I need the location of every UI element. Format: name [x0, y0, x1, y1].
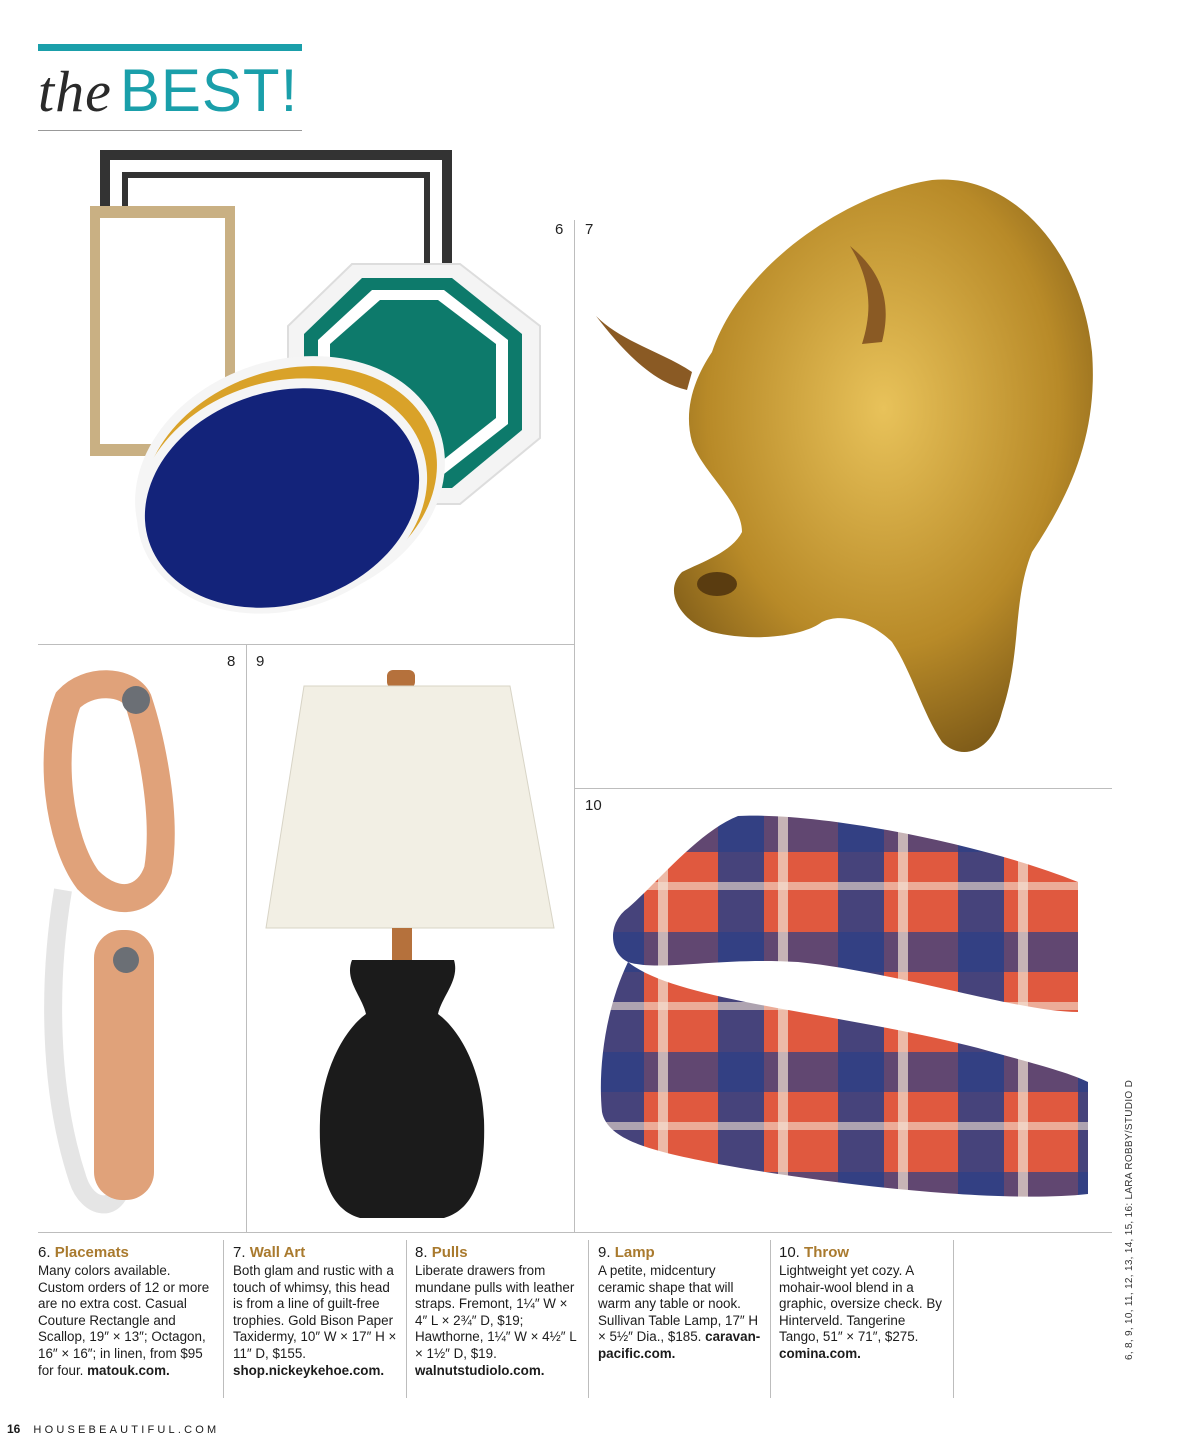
caption-divider — [223, 1240, 224, 1398]
caption-title: Lamp — [614, 1244, 655, 1261]
divider-horizontal-right — [575, 788, 1112, 789]
pull-screw-top — [122, 686, 150, 714]
photo-credit — [1124, 1079, 1138, 1360]
caption-number: 6. — [38, 1244, 51, 1261]
caption-divider — [953, 1240, 954, 1398]
caption-body: Many colors available. Custom orders of 12 or more are no extra cost. Casual Couture Rectangle and Scallop, 19″ × 13″; Octagon, 16″ × 16″; in linen, from $95 for four. — [38, 1263, 210, 1378]
item-number-10: 10 — [585, 797, 602, 814]
caption-url: walnutstudiolo.com. — [415, 1362, 545, 1378]
divider-vertical-main — [574, 220, 575, 1232]
lamp-base — [320, 960, 484, 1218]
page-number: 16 — [7, 1422, 21, 1436]
caption-number: 9. — [598, 1244, 611, 1261]
page-title — [38, 56, 298, 126]
caption-url: caravan-pacific.com. — [598, 1329, 761, 1361]
divider-vertical-lower-left — [246, 644, 247, 1232]
header-rule — [38, 130, 302, 131]
placemats-image — [90, 148, 560, 638]
divider-captions-top — [38, 1232, 1112, 1233]
caption-title: Wall Art — [249, 1244, 306, 1261]
item-number-7: 7 — [585, 221, 594, 238]
lamp-finial — [387, 670, 415, 688]
caption-url: shop.nickeykehoe.com. — [233, 1362, 385, 1378]
bison-body — [674, 179, 1093, 752]
caption-throw — [779, 1244, 947, 1363]
caption-body: Lightweight yet cozy. A mohair-wool blend in a graphic, oversize check. By Hinterveld. Tangerine Tango, 51″ × 71″, $275. — [779, 1263, 942, 1345]
header-accent-bar — [38, 44, 302, 51]
caption-body: Liberate drawers from mundane pulls with leather straps. Fremont, 1¼″ W × 4″ L × 2¾″ D, $19; Hawthorne, 1¼″ W × 4½″ L × 1½″ D, $19. — [415, 1263, 577, 1361]
caption-heading — [598, 1244, 766, 1262]
bison-horn-left — [596, 316, 692, 390]
caption-title: Placemats — [54, 1244, 129, 1261]
caption-heading — [415, 1244, 583, 1262]
caption-title: Throw — [804, 1244, 850, 1261]
caption-number: 10. — [779, 1244, 800, 1261]
lamp-image — [264, 670, 564, 1226]
caption-wall-art — [233, 1244, 399, 1379]
site-url: HOUSEBEAUTIFUL.COM — [33, 1424, 220, 1436]
caption-title: Pulls — [431, 1244, 468, 1261]
caption-url: matouk.com. — [87, 1362, 170, 1378]
caption-heading — [233, 1244, 399, 1262]
caption-heading — [779, 1244, 947, 1262]
leather-pulls-image — [28, 660, 244, 1230]
caption-divider — [588, 1240, 589, 1398]
caption-divider — [770, 1240, 771, 1398]
item-number-9: 9 — [256, 653, 265, 670]
title-the: the — [38, 59, 112, 124]
caption-number: 8. — [415, 1244, 428, 1261]
title-best: BEST! — [119, 57, 299, 124]
divider-horizontal-left — [38, 644, 574, 645]
pull-screw-bottom — [113, 947, 139, 973]
caption-placemats — [38, 1244, 214, 1379]
plaid-throw-image — [598, 812, 1096, 1210]
caption-lamp — [598, 1244, 766, 1363]
caption-divider — [406, 1240, 407, 1398]
lamp-shade — [266, 686, 554, 928]
item-number-8: 8 — [227, 653, 236, 670]
pull-loop-strap — [58, 684, 161, 898]
caption-url: comina.com. — [779, 1345, 861, 1361]
caption-body: Both glam and rustic with a touch of whimsy, this head is from a line of guilt-free trophies. Gold Bison Paper Taxidermy, 10″ W × 17″ H × 11″ D, $155. — [233, 1263, 397, 1361]
caption-body: A petite, midcentury ceramic shape that will warm any table or nook. Sullivan Table Lamp, 17″ H × 5½″ Dia., $185. — [598, 1263, 759, 1345]
caption-heading — [38, 1244, 214, 1262]
caption-pulls — [415, 1244, 583, 1379]
page-folio — [7, 1422, 219, 1436]
gold-bison-image — [592, 172, 1098, 768]
lamp-neck — [392, 928, 412, 964]
caption-number: 7. — [233, 1244, 246, 1261]
throw-top-fold — [613, 816, 1078, 1012]
item-number-6: 6 — [555, 221, 564, 238]
photo-credit-text: 6, 8, 9, 10, 11, 12, 13, 14, 15, 16: LARA ROBBY/STUDIO D — [1124, 1079, 1135, 1360]
